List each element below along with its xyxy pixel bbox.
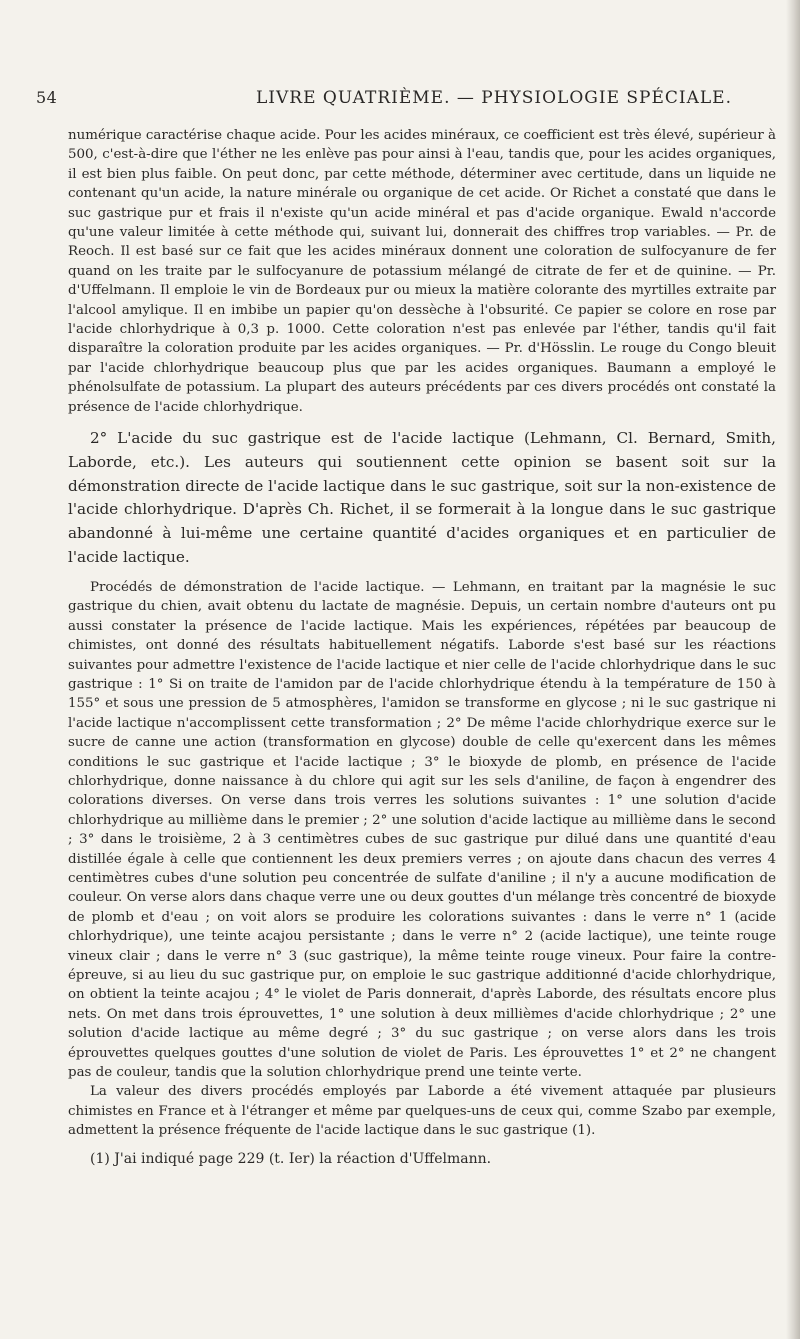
page-number: 54 [36,88,58,107]
page-header [36,88,778,112]
paragraph-detection-methods: numérique caractérise chaque acide. Pour les acides minéraux, ce coefficient est très élevé, supérieur à 500, c'est-à-dire que l'éther ne les enlève pas pour ainsi à l'eau, tandis que, pour les acides organiques, il est bien plus faible. On peut donc, par cette méthode, déterminer avec certitude, dans un liquide ne contenant qu'un acide, la nature minérale ou organique de cet acide. Or Richet a constaté que dans le suc gastrique pur et frais il n'existe qu'un acide minéral et pas d'acide organique. Ewald n'accorde qu'une valeur limitée à cette méthode qui, suivant lui, donnerait des chiffres trop variables. — Pr. de Reoch. Il est basé sur ce fait que les acides minéraux donnent une coloration de sulfocyanure de fer quand on les traite par le sulfocyanure de potassium mélangé de citrate de fer et de quinine. — Pr. d'Uffelmann. Il emploie le vin de Bordeaux pur ou mieux la matière colorante des myrtilles extraite par l'alcool amylique. Il en imbibe un papier qu'on dessèche à l'obsurité. Ce papier se colore en rose par l'acide chlorhydrique à 0,3 p. 1000. Cette coloration n'est pas enlevée par l'éther, tandis qu'il fait disparaître la coloration produite par les acides organiques. — Pr. d'Hösslin. Le rouge du Congo bleuit par l'acide chlorhydrique beaucoup plus que par les acides organiques. Baumann a employé le phénolsulfate de potassium. La plupart des auteurs précédents par ces divers procédés ont constaté la présence de l'acide chlorhydrique. [68,128,776,415]
paragraph-lactic-acid-theory: 2° L'acide du suc gastrique est de l'acide lactique (Lehmann, Cl. Bernard, Smith, Laborde, etc.). Les auteurs qui soutiennent cette opinion se basent soit sur la démonstration directe de l'acide lactique dans le suc gastrique, soit sur la non-existence de l'acide chlorhydrique. D'après Ch. Richet, il se formerait à la longue dans le suc gastrique abandonné à lui-même une certaine quantité d'acides organiques et en particulier de l'acide lactique. [68,429,776,567]
paragraph-laborde-criticism: La valeur des divers procédés employés par Laborde a été vivement attaquée par plusieurs chimistes en France et à l'étranger et même par quelques-uns de ceux qui, comme Szabo par exemple, admettent la présence fréquente de l'acide lactique dans le suc gastrique (1). [68,1084,776,1139]
footnote: (1) J'ai indiqué page 229 (t. Ier) la réaction d'Uffelmann. [90,1150,492,1167]
text-block [68,118,776,1183]
page-spine-shadow [786,0,800,1339]
paragraph-lactic-acid-procedures: Procédés de démonstration de l'acide lactique. — Lehmann, en traitant par la magnésie le suc gastrique du chien, avait obtenu du lactate de magnésie. Depuis, un certain nombre d'auteurs ont pu aussi constater la présence de l'acide lactique. Mais les expériences, répétées par beaucoup de chimistes, ont donné des résultats habituellement négatifs. Laborde s'est basé sur les réactions suivantes pour admettre l'existence de l'acide lactique et nier celle de l'acide chlorhydrique dans le suc gastrique : 1° Si on traite de l'amidon par de l'acide chlorhydrique étendu à la température de 150 à 155° et sous une pression de 5 atmosphères, l'amidon se transforme en glycose ; ni le suc gastrique ni l'acide lactique n'accomplissent cette transformation ; 2° De même l'acide chlorhydrique exerce sur le sucre de canne une action (transformation en glycose) double de celle qu'exercent dans les mêmes conditions le suc gastrique et l'acide lactique ; 3° le bioxyde de plomb, en présence de l'acide chlorhydrique, donne naissance à du chlore qui agit sur les sels d'aniline, de façon à engendrer des colorations diverses. On verse dans trois verres les solutions suivantes : 1° une solution d'acide chlorhydrique au millième dans le premier ; 2° une solution d'acide lactique au millième dans le second ; 3° dans le troisième, 2 à 3 centimètres cubes de suc gastrique pur dilué dans une quantité d'eau distillée égale à celle que contiennent les deux premiers verres ; on ajoute dans chacun des verres 4 centimètres cubes d'une solution peu concentrée de sulfate d'aniline ; il n'y a aucune modification de couleur. On verse alors dans chaque verre une ou deux gouttes d'un mélange très concentré de bioxyde de plomb et d'eau ; on voit alors se produire les colorations suivantes : dans le verre n° 1 (acide chlorhydrique), une teinte acajou persistante ; dans le verre n° 2 (acide lactique), une teinte rouge vineux clair ; dans le verre n° 3 (suc gastrique), la même teinte rouge vineux. Pour faire la contre-épreuve, si au lieu du suc gastrique pur, on emploie le suc gastrique additionné d'acide chlorhydrique, on obtient la teinte acajou ; 4° le violet de Paris donnerait, d'après Laborde, des résultats encore plus nets. On met dans trois éprouvettes, 1° une solution à deux millièmes d'acide chlorhydrique ; 2° une solution d'acide lactique au même degré ; 3° du suc gastrique ; on verse alors dans les trois éprouvettes quelques gouttes d'une solution de violet de Paris. Les éprouvettes 1° et 2° ne changent pas de couleur, tandis que la solution chlorhydrique prend une teinte verte. [68,579,776,1081]
running-head: LIVRE QUATRIÈME. — PHYSIOLOGIE SPÉCIALE. [256,88,732,108]
